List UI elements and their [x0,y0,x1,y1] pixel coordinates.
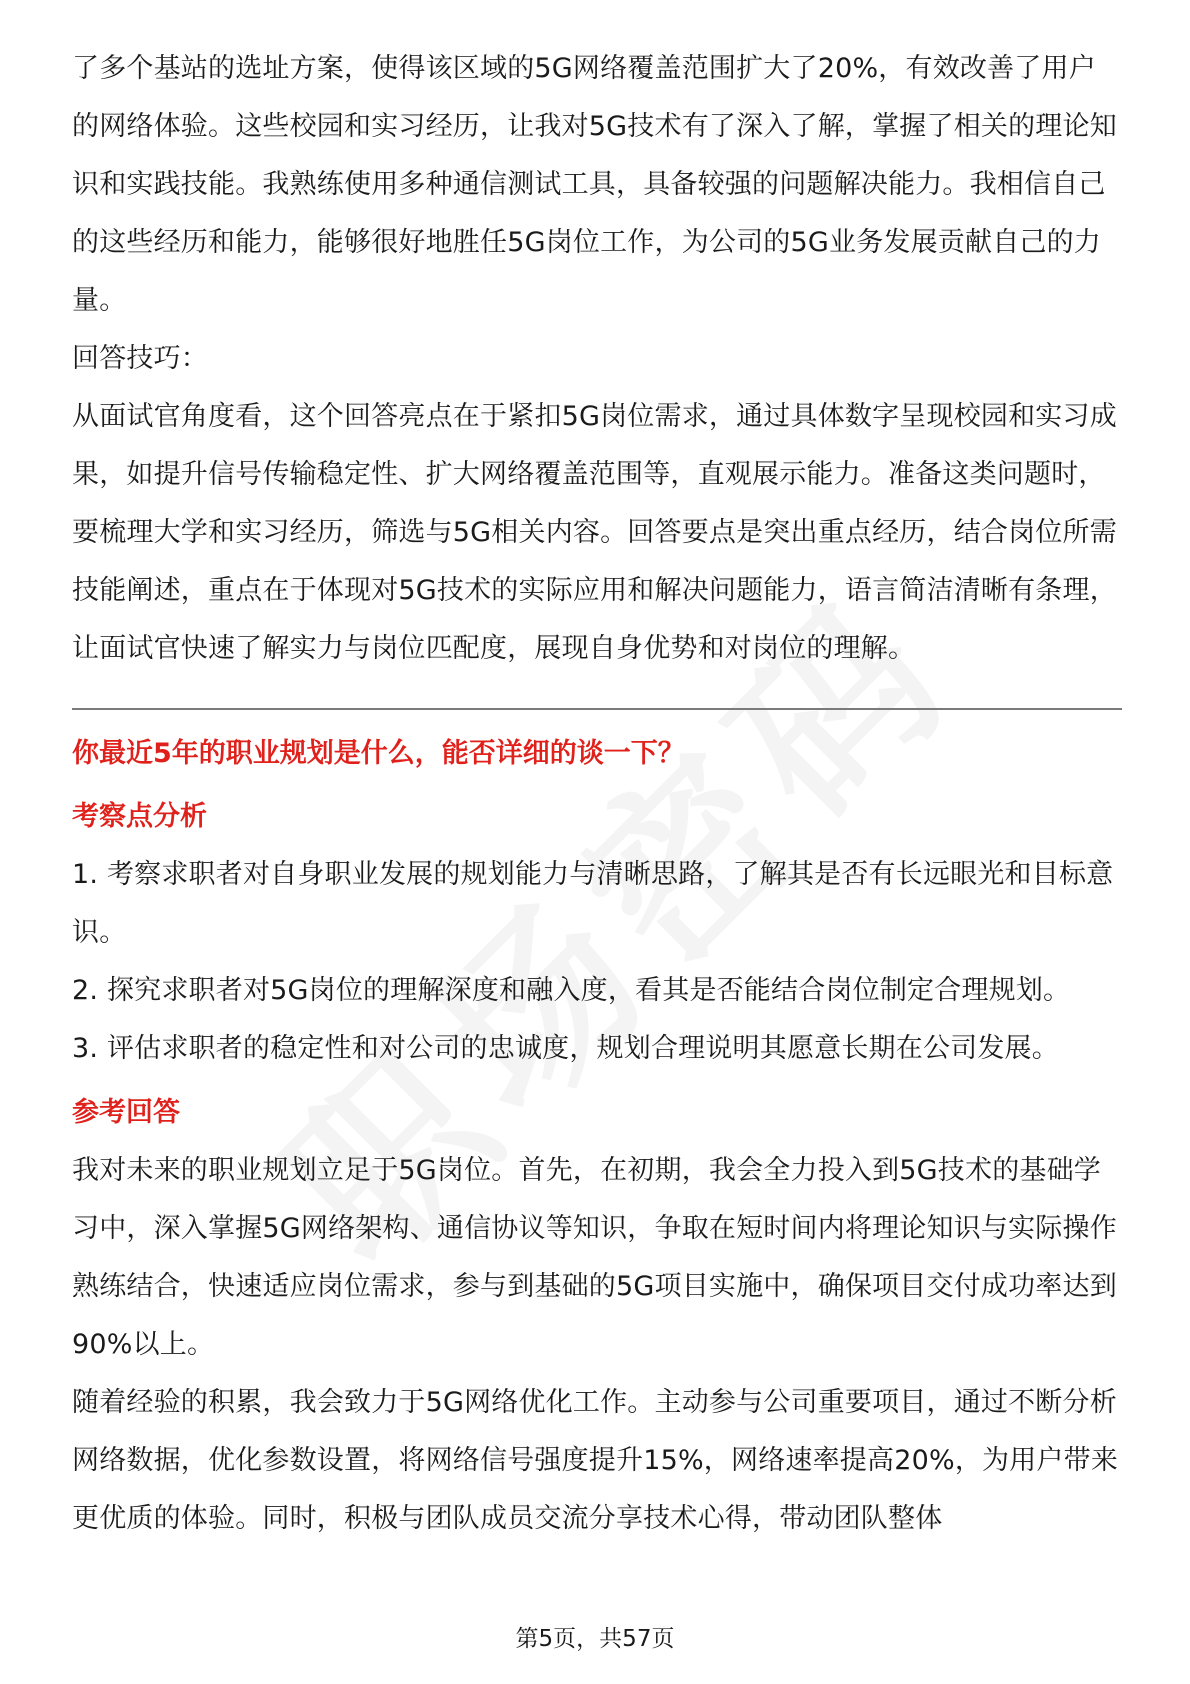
answer-heading: 参考回答 [72,1097,180,1128]
analysis-item-2: 2. 探究求职者对5G岗位的理解深度和融入度，看其是否能结合岗位制定合理规划。 [72,975,1071,1006]
intro-paragraph: 了多个基站的选址方案，使得该区域的5G网络覆盖范围扩大了20%，有效改善了用户的网络体验。这些校园和实习经历，让我对5G技术有了深入了解，掌握了相关的理论知识和实践技能。我熟练使用多种通信测试工具，具备较强的问题解决能力。我相信自己的这些经历和能力，能够很好地胜任5G岗位工作，为公司的5G业务发展贡献自己的力量。 [72,53,1117,316]
tips-label: 回答技巧： [72,343,208,374]
question-heading: 你最近5年的职业规划是什么，能否详细的谈一下？ [72,738,685,769]
answer-paragraph-1: 我对未来的职业规划立足于5G岗位。首先，在初期，我会全力投入到5G技术的基础学习中，深入掌握5G网络架构、通信协议等知识，争取在短时间内将理论知识与实际操作熟练结合，快速适应岗位需求，参与到基础的5G项目实施中，确保项目交付成功率达到90%以上。 [72,1155,1117,1360]
tips-text: 从面试官角度看，这个回答亮点在于紧扣5G岗位需求，通过具体数字呈现校园和实习成果，如提升信号传输稳定性、扩大网络覆盖范围等，直观展示能力。准备这类问题时，要梳理大学和实习经历，筛选与5G相关内容。回答要点是突出重点经历，结合岗位所需技能阐述，重点在于体现对5G技术的实际应用和解决问题能力，语言简洁清晰有条理，让面试官快速了解实力与岗位匹配度，展现自身优势和对岗位的理解。 [72,401,1117,664]
analysis-item-3: 3. 评估求职者的稳定性和对公司的忠诚度，规划合理说明其愿意长期在公司发展。 [72,1033,1059,1064]
analysis-heading: 考察点分析 [72,801,207,832]
section-divider [72,708,1122,710]
page-number-footer: 第5页，共57页 [515,1626,675,1652]
answer-paragraph-2: 随着经验的积累，我会致力于5G网络优化工作。主动参与公司重要项目，通过不断分析网络数据，优化参数设置，将网络信号强度提升15%，网络速率提高20%，为用户带来更优质的体验。同时，积极与团队成员交流分享技术心得，带动团队整体 [72,1387,1119,1534]
document-page [72,40,1122,1548]
analysis-item-1: 1. 考察求职者对自身职业发展的规划能力与清晰思路，了解其是否有长远眼光和目标意识。 [72,859,1114,948]
